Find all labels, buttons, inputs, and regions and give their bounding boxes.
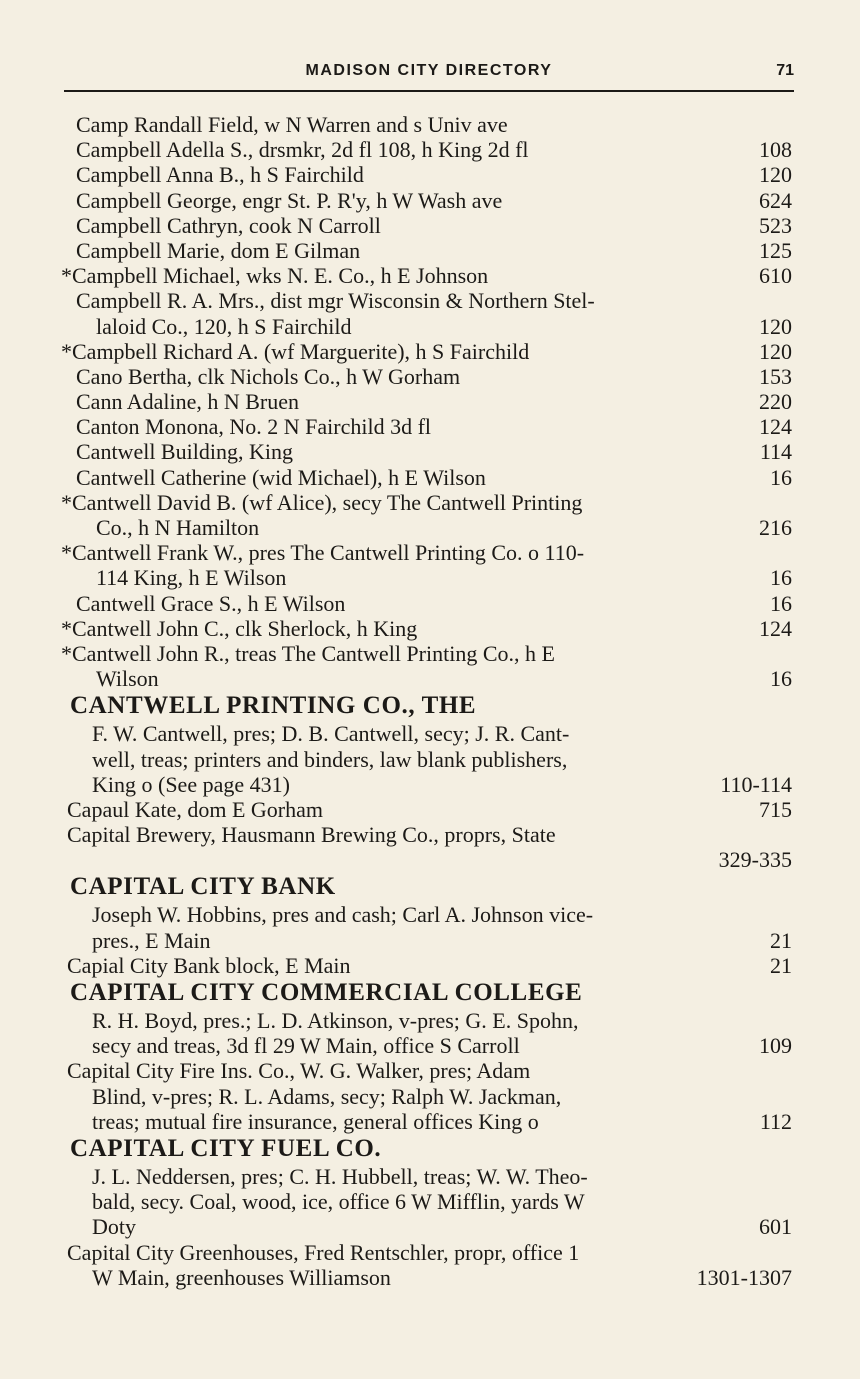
- section-heading: [0, 978, 860, 1008]
- heading-text: CAPITAL CITY COMMERCIAL COLLEGE: [70, 979, 583, 1006]
- directory-line: [0, 772, 860, 797]
- directory-line: [0, 847, 860, 872]
- entry-text: Capital City Greenhouses, Fred Rentschler, propr, office 1: [67, 1239, 580, 1265]
- entry-text: Campbell Cathryn, cook N Carroll: [76, 212, 381, 238]
- directory-line: [0, 439, 860, 464]
- directory-line: [0, 616, 860, 641]
- entry-number: 21: [770, 927, 792, 953]
- directory-line: [0, 137, 860, 162]
- directory-line: [0, 213, 860, 238]
- entry-text: well, treas; printers and binders, law blank publishers,: [92, 746, 568, 772]
- directory-line: [0, 314, 860, 339]
- entry-text: W Main, greenhouses Williamson: [92, 1264, 391, 1290]
- entry-text: Campbell R. A. Mrs., dist mgr Wisconsin & Northern Stel-: [76, 288, 595, 314]
- entry-text: R. H. Boyd, pres.; L. D. Atkinson, v-pres; G. E. Spohn,: [92, 1008, 579, 1033]
- section-heading: [0, 691, 860, 721]
- directory-line: [0, 1164, 860, 1189]
- entry-number: 1301-1307: [696, 1264, 792, 1290]
- entry-text: *Campbell Michael, wks N. E. Co., h E Johnson: [61, 263, 489, 289]
- directory-line: [0, 112, 860, 137]
- heading-text: CAPITAL CITY FUEL CO.: [70, 1134, 382, 1162]
- directory-line: [0, 414, 860, 439]
- entry-number: 153: [759, 363, 792, 389]
- entry-text: Campbell Adella S., drsmkr, 2d fl 108, h King 2d fl: [76, 137, 529, 163]
- directory-line: [0, 747, 860, 772]
- entry-text: Doty: [92, 1214, 136, 1240]
- entry-text: laloid Co., 120, h S Fairchild: [96, 313, 352, 339]
- directory-line: [0, 339, 860, 364]
- entry-text: Capital Brewery, Hausmann Brewing Co., proprs, State: [67, 822, 556, 848]
- directory-line: [0, 902, 860, 927]
- directory-line: [0, 1084, 860, 1109]
- entry-number: 16: [770, 464, 792, 490]
- entry-text: Co., h N Hamilton: [96, 515, 260, 540]
- directory-entries: [0, 112, 860, 1290]
- entry-number: 610: [759, 263, 792, 289]
- entry-number: 108: [759, 137, 792, 163]
- directory-line: [0, 162, 860, 187]
- directory-line: [0, 1189, 860, 1214]
- entry-text: Cann Adaline, h N Bruen: [76, 389, 300, 415]
- entry-number: 329-335: [718, 847, 792, 873]
- entry-text: Cantwell Building, King: [76, 439, 293, 465]
- entry-number: 125: [759, 237, 792, 263]
- entry-number: 124: [759, 414, 792, 440]
- directory-line: [0, 721, 860, 746]
- directory-line: [0, 1058, 860, 1083]
- entry-text: pres., E Main: [92, 927, 211, 953]
- entry-number: 624: [759, 187, 792, 213]
- entry-text: Campbell George, engr St. P. R'y, h W Wash ave: [76, 187, 503, 213]
- directory-line: [0, 928, 860, 953]
- entry-text: *Cantwell Frank W., pres The Cantwell Printing Co. o 110-: [61, 540, 585, 566]
- entry-text: 114 King, h E Wilson: [96, 565, 287, 591]
- entry-text: King o (See page 431): [92, 771, 290, 797]
- entry-number: 109: [759, 1033, 792, 1059]
- entry-number: 715: [759, 796, 792, 822]
- directory-line: [0, 822, 860, 847]
- entry-number: 523: [759, 212, 792, 238]
- directory-line: [0, 540, 860, 565]
- entry-number: 124: [759, 615, 792, 641]
- entry-text: secy and treas, 3d fl 29 W Main, office S Carroll: [92, 1033, 520, 1059]
- entry-text: Campbell Anna B., h S Fairchild: [76, 162, 364, 188]
- entry-number: 21: [770, 952, 792, 978]
- entry-number: 110-114: [720, 771, 792, 797]
- directory-line: [0, 1033, 860, 1058]
- entry-text: Capial City Bank block, E Main: [67, 952, 351, 978]
- directory-line: [0, 565, 860, 590]
- directory-line: [0, 288, 860, 313]
- directory-line: [0, 465, 860, 490]
- heading-text: CAPITAL CITY BANK: [70, 873, 336, 901]
- entry-number: 112: [759, 1108, 792, 1134]
- entry-text: *Cantwell David B. (wf Alice), secy The Cantwell Printing: [61, 489, 583, 515]
- entry-text: Wilson: [96, 666, 159, 692]
- directory-line: [0, 364, 860, 389]
- directory-line: [0, 515, 860, 540]
- entry-number: 120: [759, 338, 792, 364]
- entry-text: Cantwell Catherine (wid Michael), h E Wilson: [76, 464, 486, 490]
- directory-line: [0, 1008, 860, 1033]
- entry-number: 16: [770, 666, 792, 692]
- entry-number: 114: [759, 439, 792, 465]
- directory-line: [0, 490, 860, 515]
- entry-text: J. L. Neddersen, pres; C. H. Hubbell, treas; W. W. Theo-: [92, 1163, 588, 1189]
- directory-line: [0, 389, 860, 414]
- directory-line: [0, 797, 860, 822]
- directory-line: [0, 641, 860, 666]
- entry-number: 120: [759, 313, 792, 339]
- entry-text: *Campbell Richard A. (wf Marguerite), h S Fairchild: [61, 338, 530, 364]
- entry-text: Campbell Marie, dom E Gilman: [76, 237, 361, 263]
- entry-number: 601: [759, 1214, 792, 1240]
- directory-line: [0, 1265, 860, 1290]
- entry-number: 16: [770, 565, 792, 591]
- heading-text: CANTWELL PRINTING CO., THE: [70, 692, 477, 720]
- page-header: [64, 60, 794, 92]
- entry-text: Capital City Fire Ins. Co., W. G. Walker, pres; Adam: [67, 1058, 531, 1084]
- entry-text: bald, secy. Coal, wood, ice, office 6 W Mifflin, yards W: [92, 1189, 585, 1215]
- entry-number: 216: [759, 515, 792, 540]
- entry-text: Cantwell Grace S., h E Wilson: [76, 590, 346, 616]
- page-number: 71: [776, 62, 794, 79]
- entry-text: Camp Randall Field, w N Warren and s Univ ave: [76, 112, 508, 137]
- entry-text: treas; mutual fire insurance, general offices King o: [92, 1108, 539, 1134]
- entry-number: 120: [759, 162, 792, 188]
- entry-text: Blind, v-pres; R. L. Adams, secy; Ralph W. Jackman,: [92, 1083, 562, 1109]
- entry-text: *Cantwell John C., clk Sherlock, h King: [61, 615, 418, 641]
- entry-text: Capaul Kate, dom E Gorham: [67, 796, 323, 822]
- entry-text: Joseph W. Hobbins, pres and cash; Carl A. Johnson vice-: [92, 902, 594, 928]
- directory-line: [0, 188, 860, 213]
- directory-line: [0, 1240, 860, 1265]
- directory-line: [0, 263, 860, 288]
- entry-text: F. W. Cantwell, pres; D. B. Cantwell, secy; J. R. Cant-: [92, 721, 570, 747]
- entry-number: 220: [759, 389, 792, 415]
- directory-line: [0, 591, 860, 616]
- directory-line: [0, 1214, 860, 1239]
- directory-line: [0, 1109, 860, 1134]
- directory-line: [0, 238, 860, 263]
- section-heading: [0, 872, 860, 902]
- entry-number: 16: [770, 590, 792, 616]
- section-heading: [0, 1134, 860, 1164]
- entry-text: Cano Bertha, clk Nichols Co., h W Gorham: [76, 363, 461, 389]
- directory-line: [0, 953, 860, 978]
- entry-text: *Cantwell John R., treas The Cantwell Printing Co., h E: [61, 640, 555, 666]
- entry-text: Canton Monona, No. 2 N Fairchild 3d fl: [76, 414, 432, 440]
- page-title: MADISON CITY DIRECTORY: [305, 62, 553, 79]
- directory-line: [0, 666, 860, 691]
